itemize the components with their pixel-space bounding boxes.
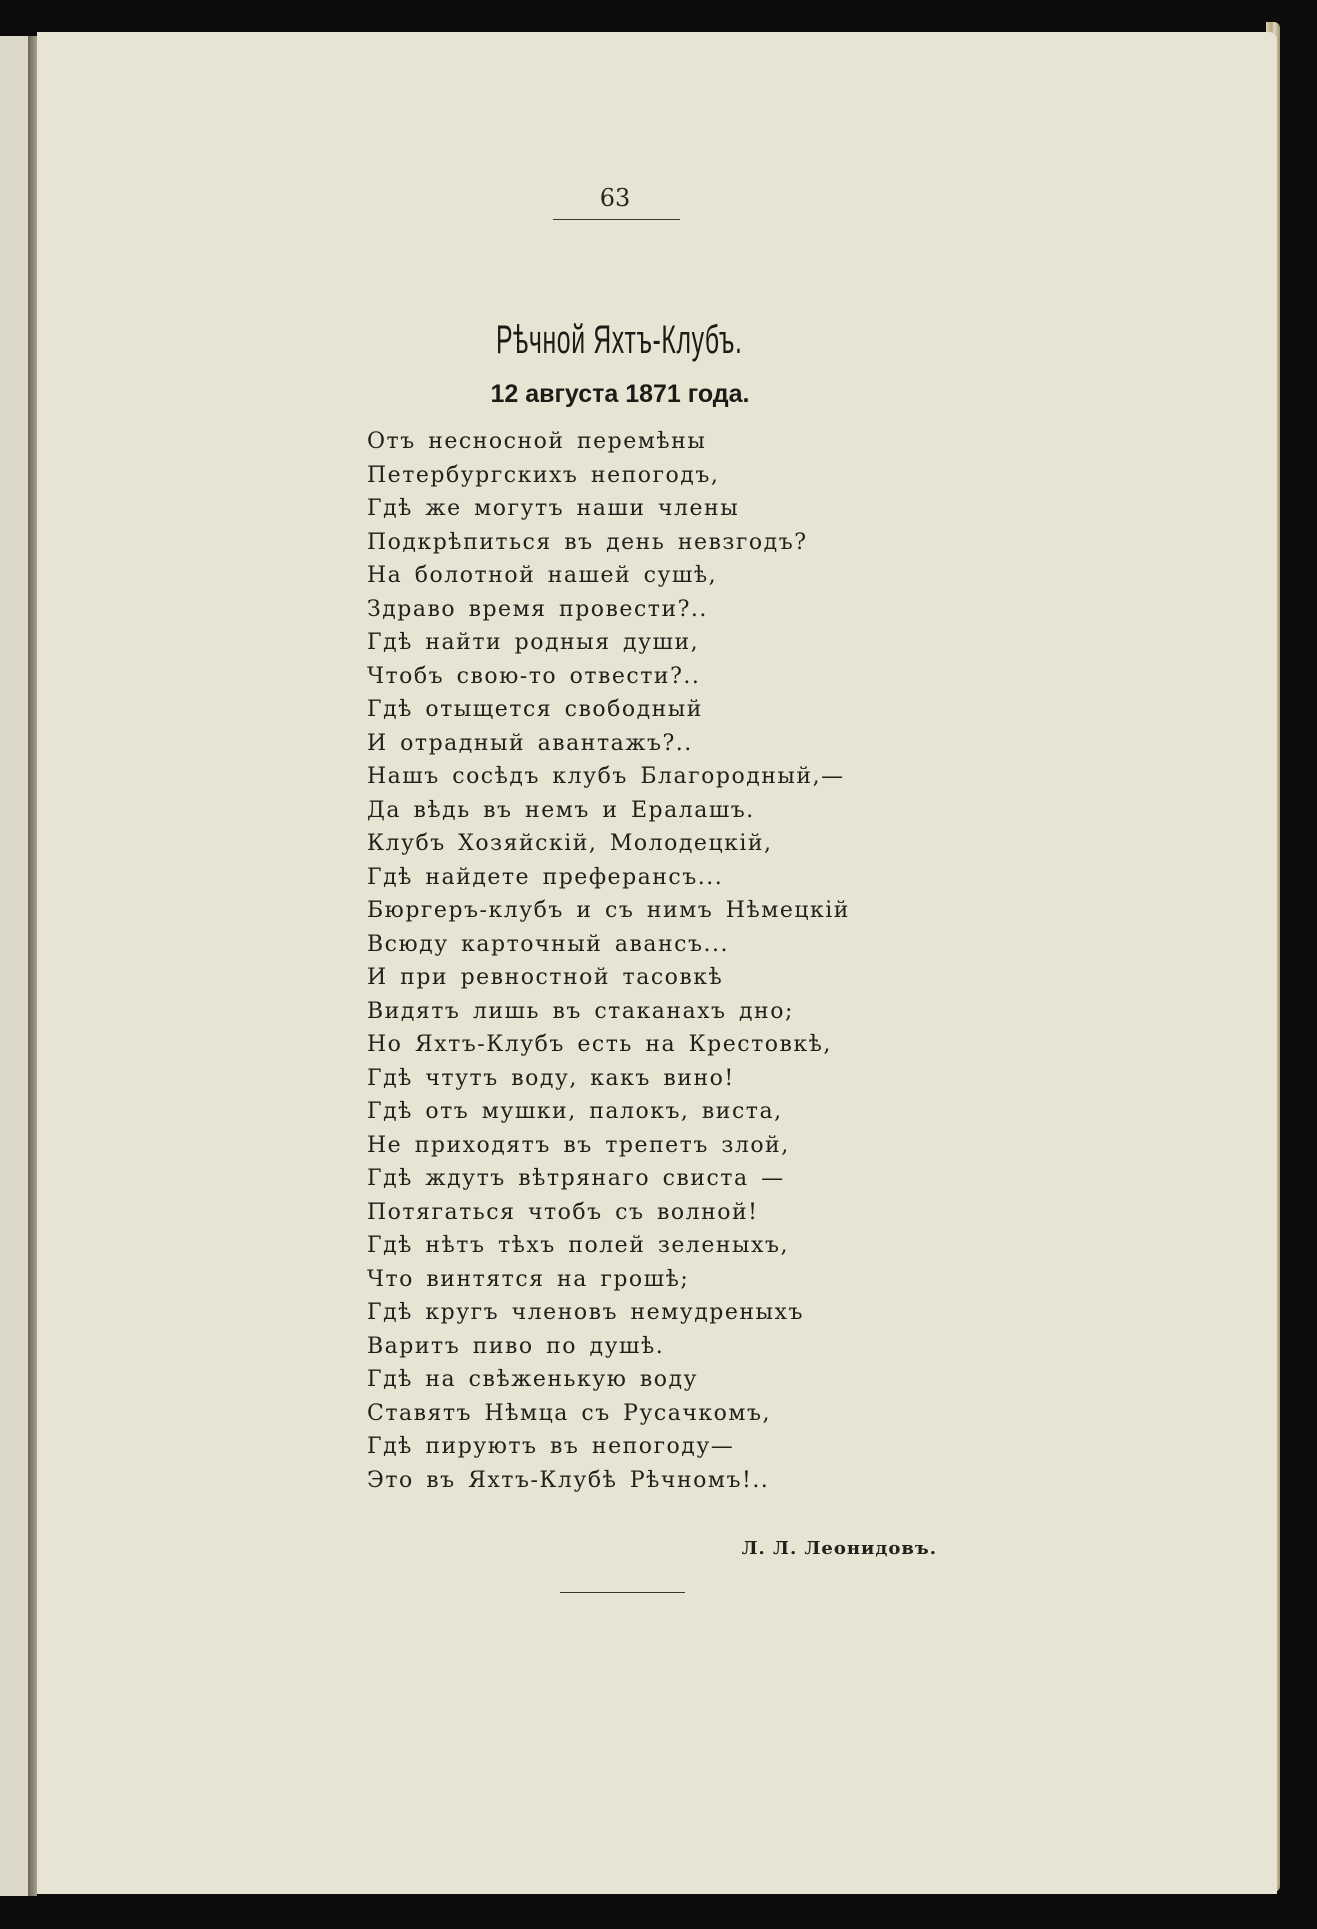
poem-line: Что винтятся на грошѣ; — [367, 1266, 690, 1292]
author-signature: Л. Л. Леонидовъ. — [741, 1538, 937, 1559]
poem-line: Да вѣдь въ немъ и Ералашъ. — [367, 797, 755, 823]
poem-line: И отрадный авантажъ?.. — [367, 730, 693, 756]
poem-body — [367, 425, 850, 1497]
poem-line: Варитъ пиво по душѣ. — [367, 1333, 665, 1359]
poem-line: Гдѣ найти родныя души, — [367, 630, 700, 655]
poem-line: Видятъ лишь въ стаканахъ дно; — [367, 998, 794, 1024]
poem-line: Гдѣ кругъ членовъ немудреныхъ — [367, 1300, 804, 1325]
poem-line: Бюргеръ-клубъ и съ нимъ Нѣмецкій — [367, 898, 850, 923]
poem-line: Отъ несносной перемѣны — [367, 429, 707, 454]
page-number: 63 — [599, 184, 631, 212]
poem-line: Не приходятъ въ трепетъ злой, — [367, 1132, 790, 1158]
poem-line: Гдѣ отыщется свободный — [367, 697, 703, 722]
poem-line: Гдѣ найдете преферансъ... — [367, 864, 724, 890]
poem-line: Гдѣ же могутъ наши члены — [367, 496, 740, 521]
poem-date: 12 августа 1871 года. — [490, 380, 750, 408]
poem-line: Клубъ Хозяйскій, Молодецкій, — [367, 831, 773, 856]
book-gutter — [28, 36, 37, 1896]
poem-line: Гдѣ ждутъ вѣтрянаго свиста — — [367, 1166, 785, 1191]
poem-line: Петербургскихъ непогодъ, — [367, 462, 720, 488]
poem-line: Нашъ сосѣдъ клубъ Благородный,— — [367, 764, 845, 789]
poem-line: Гдѣ на свѣженькую воду — [367, 1367, 698, 1392]
footer-rule — [560, 1592, 685, 1593]
poem-line: Гдѣ нѣтъ тѣхъ полей зеленыхъ, — [367, 1233, 789, 1258]
poem-line: Но Яхтъ-Клубъ есть на Крестовкѣ, — [367, 1032, 832, 1057]
poem-line: Это въ Яхтъ-Клубѣ Рѣчномъ!.. — [367, 1467, 770, 1493]
poem-line: Потягаться чтобъ съ волной! — [367, 1199, 759, 1225]
poem-line: Здраво время провести?.. — [367, 596, 708, 622]
poem-line: Ставятъ Нѣмца съ Русачкомъ, — [367, 1400, 772, 1426]
poem-line: На болотной нашей сушѣ, — [367, 563, 718, 588]
poem-line: И при ревностной тасовкѣ — [367, 965, 724, 990]
poem-line: Чтобъ свою-то отвести?.. — [367, 663, 701, 689]
poem-line: Подкрѣпиться въ день невзгодъ? — [367, 529, 808, 555]
poem-line: Всюду карточный авансъ... — [367, 931, 729, 957]
header-rule — [553, 219, 680, 220]
poem-line: Гдѣ пируютъ въ непогоду— — [367, 1434, 735, 1459]
facing-page-edge — [0, 36, 28, 1896]
poem-line: Гдѣ отъ мушки, палокъ, виста, — [367, 1099, 783, 1124]
poem-title: Рѣчной Яхтъ-Клубъ. — [495, 318, 743, 362]
poem-line: Гдѣ чтутъ воду, какъ вино! — [367, 1065, 735, 1091]
